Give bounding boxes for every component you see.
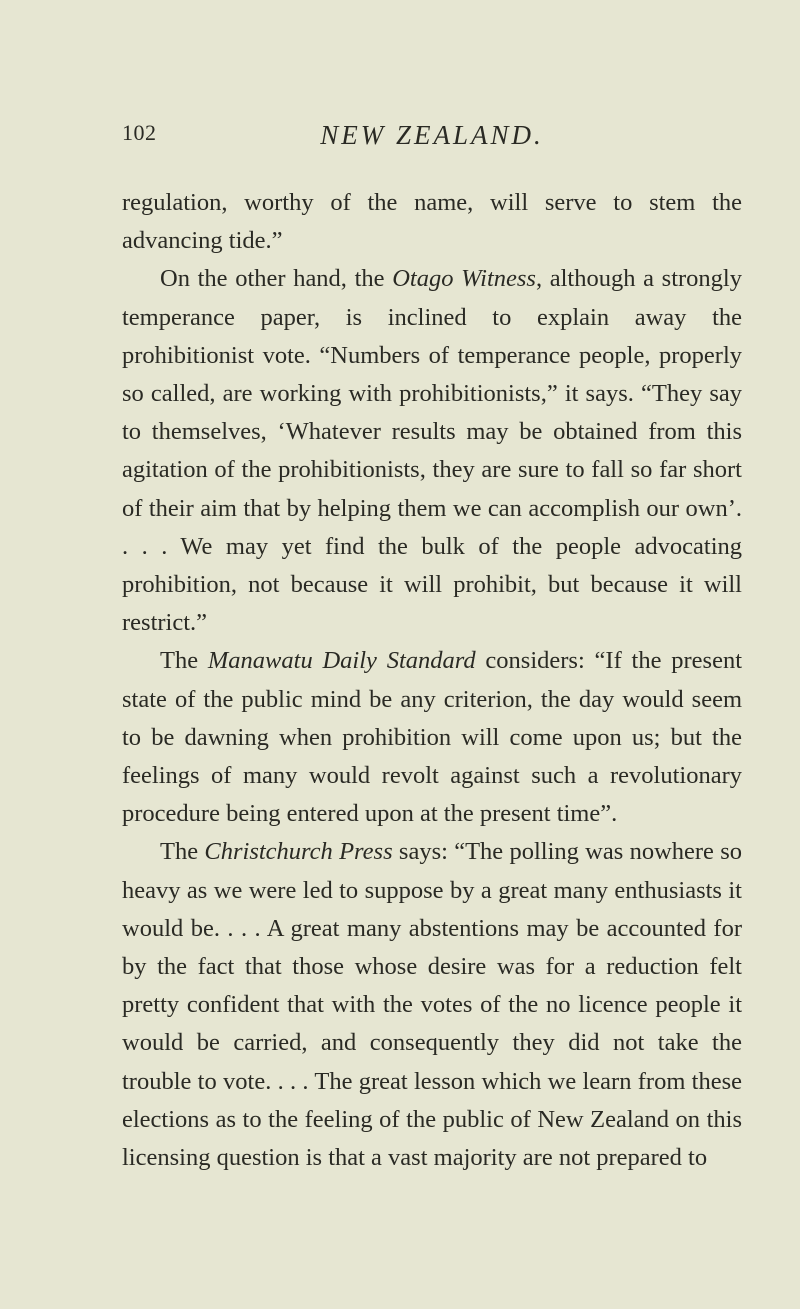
paragraph-text: regulation, worthy of the name, will serve to stem the advancing tide.”: [122, 189, 742, 255]
page-header: [122, 120, 742, 160]
paragraph-lead: On the other hand, the: [160, 265, 393, 293]
running-head: NEW ZEALAND.: [320, 120, 544, 150]
paragraph-continuation: [122, 184, 742, 260]
newspaper-title: Manawatu Daily Standard: [207, 647, 476, 675]
paragraph-otago-witness: [122, 260, 742, 642]
paragraph-text: says: “The polling was nowhere so heavy as we were led to suppose by a great many enthusiasts it would be. . . . A great many abstentions may be accounted for by the fact that those whose desire was for a reduction felt pretty confident that with the votes of the no licence people it would be carried, and consequently they did not take the trouble to vote. . . . The great lesson which we learn from these elections as to the feeling of the public of New Zealand on this licensing question is that a vast majority are not prepared to: [122, 838, 743, 1172]
paragraph-lead: The: [160, 838, 205, 866]
page-number: 102: [122, 120, 157, 145]
newspaper-title: Otago Witness: [392, 265, 536, 293]
paragraph-text: , although a strongly temperance paper, is inclined to explain away the prohibitionist vote. “Numbers of temperance people, properly so called, are working with prohibitionists,” it says. “They say to themselves, ‘Whatever results may be obtained from this agitation of the prohibitionists, they are sure to fall so far short of their aim that by helping them we can accomplish our own’. . . . We may yet find the bulk of the people advocating prohibition, not because it will prohibit, but because it will restrict.”: [122, 265, 742, 637]
paragraph-manawatu-daily-standard: [122, 642, 742, 833]
newspaper-title: Christchurch Press: [204, 838, 393, 866]
paragraph-lead: The: [160, 647, 208, 675]
paragraph-text: considers: “If the present state of the public mind be any criterion, the day would seem to be dawning when prohibition will come upon us; but the feelings of many would revolt against such a revolutionary procedure being entered upon at the present time”.: [122, 647, 743, 828]
paragraph-christchurch-press: [122, 833, 742, 1177]
body-text: [122, 184, 742, 1177]
